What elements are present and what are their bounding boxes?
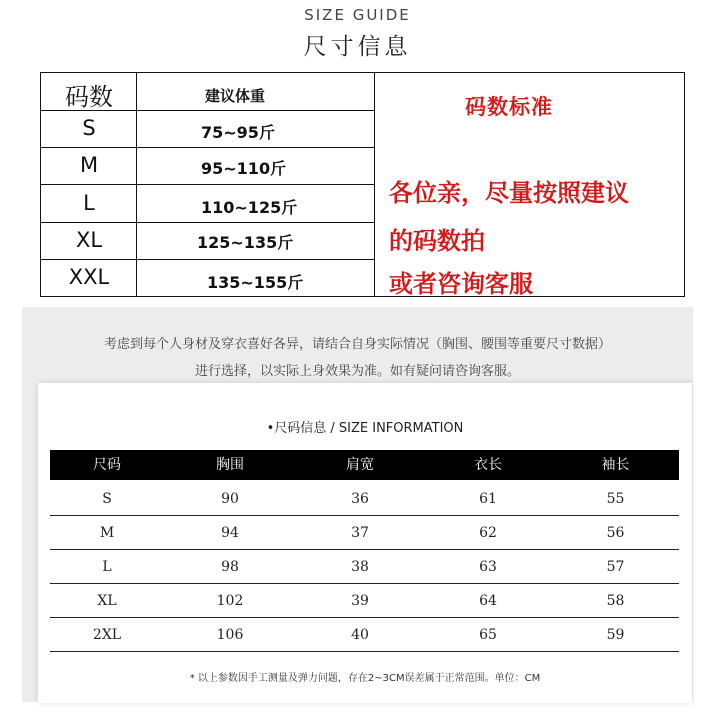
cell-size: 2XL: [92, 627, 122, 643]
cell-sleeve: 58: [606, 593, 625, 609]
cell-length: 61: [479, 491, 497, 507]
table-row: [50, 516, 679, 550]
note-line-1: 各位亲，尽量按照建议: [389, 179, 629, 207]
cell-length: 63: [479, 559, 497, 575]
cell-chest: 102: [216, 593, 244, 609]
cell-chest: 94: [221, 525, 239, 541]
cell-size: S: [102, 491, 112, 507]
cell-shoulder: 36: [351, 491, 369, 507]
cell-sleeve: 59: [606, 627, 625, 643]
cell-length: 65: [479, 627, 497, 643]
cell-shoulder: 37: [351, 525, 369, 541]
row-weight: 135~155斤: [207, 273, 304, 292]
row-weight: 125~135斤: [197, 233, 294, 252]
weight-size-table: [40, 72, 685, 297]
row-weight: 110~125斤: [201, 198, 298, 217]
cell-size: M: [99, 525, 115, 541]
measurement-footnote: * 以上参数因手工测量及弹力问题，存在2~3CM误差属于正常范围。单位：CM: [189, 673, 541, 684]
header-cell: 尺码: [93, 457, 121, 473]
size-info-header-row: [50, 450, 679, 480]
row-size: M: [79, 153, 99, 177]
cell-shoulder: 38: [351, 559, 369, 575]
cell-size: XL: [97, 593, 117, 609]
header-cell: 肩宽: [346, 457, 374, 473]
note-line-2: 的码数拍: [389, 227, 485, 255]
size-info-title: •尺码信息 / SIZE INFORMATION: [266, 421, 464, 436]
size-guide-title-cn: 尺寸信息: [303, 34, 412, 60]
size-standard-note: [375, 73, 684, 296]
row-size: L: [83, 191, 95, 215]
row-size: XL: [75, 228, 103, 252]
cell-chest: 98: [221, 559, 239, 575]
header-cell: 胸围: [216, 457, 244, 473]
cell-length: 64: [479, 593, 497, 609]
notice-line-1: 考虑到每个人身材及穿衣喜好各异，请结合自身实际情况（胸围、腰围等重要尺寸数据）: [103, 337, 611, 352]
cell-sleeve: 55: [606, 491, 625, 507]
row-weight: 75~95斤: [201, 123, 275, 142]
table-row: [41, 185, 375, 223]
cell-sleeve: 57: [606, 559, 625, 575]
notice-line-2: 进行选择，以实际上身效果为准。如有疑问请咨询客服。: [194, 364, 520, 379]
cell-sleeve: 56: [606, 525, 625, 541]
note-line-3: 或者咨询客服: [389, 270, 533, 298]
cell-size: L: [102, 559, 112, 575]
row-weight: 95~110斤: [201, 159, 287, 178]
row-size: S: [82, 116, 96, 140]
table-row: [41, 148, 375, 185]
cell-shoulder: 40: [351, 627, 369, 643]
table-row: [41, 260, 375, 296]
table-row: [50, 482, 679, 516]
cell-shoulder: 39: [351, 593, 369, 609]
cell-chest: 106: [216, 627, 244, 643]
table-header-row: [41, 73, 375, 111]
header-cell: 衣长: [474, 457, 502, 473]
header-cell: 袖长: [601, 457, 630, 473]
table-row: [50, 550, 679, 584]
size-standard-title: 码数标准: [465, 95, 553, 119]
cell-length: 62: [479, 525, 497, 541]
header-size: 码数: [65, 83, 113, 111]
cell-chest: 90: [221, 491, 239, 507]
table-row: [41, 111, 375, 148]
size-guide-title-en: SIZE GUIDE: [304, 6, 411, 24]
table-row: [50, 618, 679, 652]
table-row: [41, 223, 375, 260]
header-weight: 建议体重: [205, 87, 266, 105]
size-info-card: [38, 383, 692, 703]
row-size: XXL: [68, 265, 110, 289]
table-row: [50, 584, 679, 618]
